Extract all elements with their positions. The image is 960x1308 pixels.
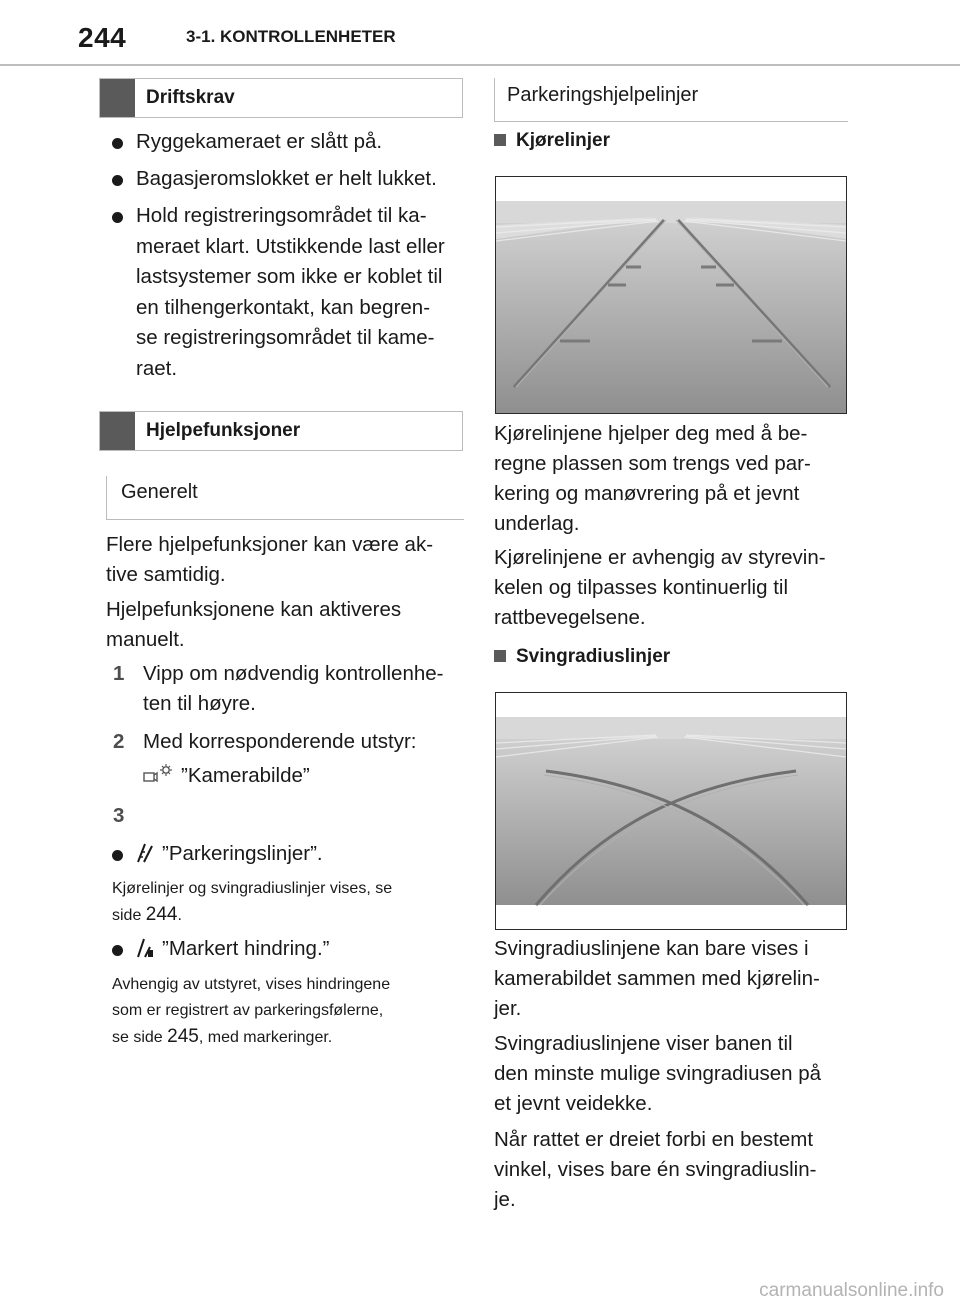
bullet-dot-icon [112,138,123,149]
heading-svingradiuslinjer: Svingradiuslinjer [494,646,670,668]
square-marker-icon [494,650,506,662]
heading-kjorelinjer: Kjørelinjer [494,130,610,152]
paragraph: Kjørelinjene er avhengig av styrevin- kelen og tilpasses kontinuerlig til rattbevegelsene. [494,546,826,629]
kjorelinjer-image [495,176,847,414]
step-number: 1 [113,662,125,685]
section-hjelpefunksjoner [99,411,463,451]
step-option: ”Kamerabilde” [143,761,473,794]
sub-heading-label: Generelt [121,481,198,503]
section-title: Driftskrav [146,87,235,108]
list-item [112,839,472,872]
section-title: Hjelpefunksjoner [146,420,301,441]
note: Kjørelinjer og svingradiuslinjer vises, se side 244. [112,880,393,925]
list-item [112,164,472,194]
bullet-dot-icon [112,212,123,223]
list-item-text: Ryggekameraet er slått på. [136,130,383,153]
obstacle-marking-icon [136,937,154,967]
paragraph: Hjelpefunksjonene kan aktiveres manuelt. [106,598,402,651]
page-number: 244 [78,22,127,53]
list-item [112,934,472,967]
bullet-dot-icon [112,945,123,956]
square-marker-icon [494,134,506,146]
section-driftskrav [99,78,463,118]
step-text: Med korresponderende utstyr: [143,730,417,753]
bullet-dot-icon [112,175,123,186]
watermark: carmanualsonline.info [759,1280,944,1301]
paragraph: Kjørelinjene hjelper deg med å be- regne plassen som trengs ved par- kering og manøvrering på et jevnt underlag. [494,422,811,535]
header-divider [0,64,960,66]
step-number: 3 [113,804,125,827]
list-item-text: ”Markert hindring.” [136,934,472,967]
step-text: Vipp om nødvendig kontrollenhe- ten til høyre. [143,662,444,715]
list-item-text: Bagasjeromslokket er helt lukket. [136,167,437,190]
chapter-title: 3-1. KONTROLLENHETER [186,27,396,46]
section-tab [100,412,135,450]
paragraph: Flere hjelpefunksjoner kan være ak- tive samtidig. [106,533,434,586]
sub-heading-generelt [106,476,464,520]
note: Avhengig av utstyret, vises hindringene som er registrert av parkeringsfølerne, se side 245, med markeringer. [112,976,391,1047]
parking-lines-icon [136,842,154,872]
step-number: 2 [113,730,125,753]
svingradius-image [495,692,847,930]
paragraph: Når rattet er dreiet forbi en bestemt vinkel, vises bare én svingradiuslin- je. [494,1128,817,1211]
paragraph: Svingradiuslinjene viser banen til den minste mulige svingradiusen på et jevnt veidekke. [494,1032,822,1115]
list-item-text: ”Parkeringslinjer”. [136,839,472,872]
sub-heading-parkeringshjelpelinjer [494,78,848,122]
paragraph: Svingradiuslinjene kan bare vises i kamerabildet sammen med kjørelin- jer. [494,937,820,1020]
sub-heading-label: Parkeringshjelpelinjer [507,84,699,106]
camera-settings-icon [143,763,173,794]
list-item [112,201,472,384]
section-tab [100,79,135,117]
bullet-dot-icon [112,850,123,861]
list-item [112,127,472,157]
list-item-text: Hold registreringsområdet til ka- meraet klart. Utstikkende last eller lastsystemer som ikke er koblet til en tilhengerkontakt, kan begren- se registreringsområdet til kame- raet. [136,204,445,380]
